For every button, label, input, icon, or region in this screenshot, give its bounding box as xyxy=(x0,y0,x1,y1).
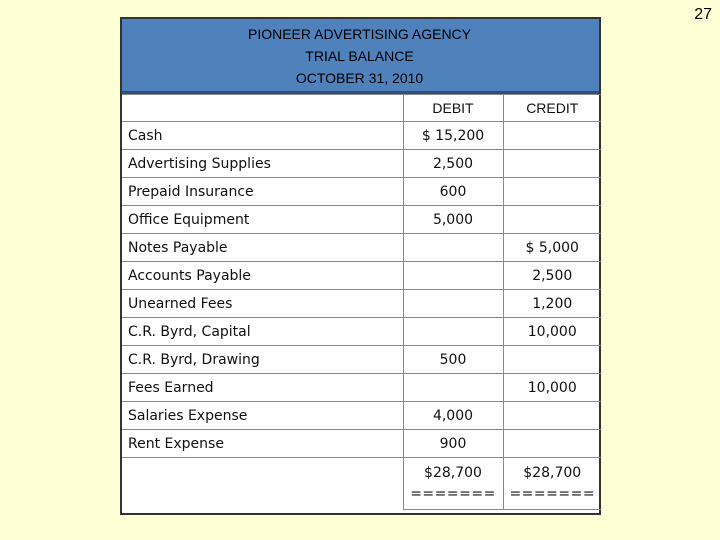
table-row xyxy=(122,234,601,262)
credit-amount: 10,000 xyxy=(503,374,601,402)
account-name: C.R. Byrd, Drawing xyxy=(122,346,403,374)
account-column-header xyxy=(122,95,403,122)
account-name: Rent Expense xyxy=(122,430,403,458)
debit-amount: $ 15,200 xyxy=(403,122,503,150)
table-row xyxy=(122,290,601,318)
account-name: Accounts Payable xyxy=(122,262,403,290)
account-name: Office Equipment xyxy=(122,206,403,234)
credit-amount xyxy=(503,206,601,234)
debit-amount: 600 xyxy=(403,178,503,206)
credit-amount xyxy=(503,150,601,178)
account-name: Advertising Supplies xyxy=(122,150,403,178)
credit-amount xyxy=(503,402,601,430)
credit-amount: 2,500 xyxy=(503,262,601,290)
table-row xyxy=(122,206,601,234)
totals-label-cell xyxy=(122,458,403,510)
account-name: Unearned Fees xyxy=(122,290,403,318)
table-row xyxy=(122,318,601,346)
credit-amount: 10,000 xyxy=(503,318,601,346)
trial-balance-sheet xyxy=(120,17,601,515)
debit-double-underline: ======= xyxy=(410,486,496,502)
credit-total-cell xyxy=(503,458,601,510)
debit-amount: 900 xyxy=(403,430,503,458)
account-name: C.R. Byrd, Capital xyxy=(122,318,403,346)
table-row xyxy=(122,122,601,150)
credit-amount xyxy=(503,346,601,374)
credit-amount xyxy=(503,122,601,150)
debit-amount xyxy=(403,374,503,402)
credit-column-header: CREDIT xyxy=(503,95,601,122)
page-number: 27 xyxy=(694,6,712,23)
debit-amount: 5,000 xyxy=(403,206,503,234)
credit-double-underline: ======= xyxy=(509,486,596,502)
debit-amount xyxy=(403,262,503,290)
credit-amount xyxy=(503,178,601,206)
account-name: Prepaid Insurance xyxy=(122,178,403,206)
credit-total: $28,700 xyxy=(523,465,582,481)
table-row xyxy=(122,178,601,206)
table-row xyxy=(122,262,601,290)
statement-date: OCTOBER 31, 2010 xyxy=(295,70,424,86)
table-row xyxy=(122,430,601,458)
debit-total-cell xyxy=(403,458,503,510)
table-row xyxy=(122,346,601,374)
debit-amount: 4,000 xyxy=(403,402,503,430)
account-name: Cash xyxy=(122,122,403,150)
account-name: Fees Earned xyxy=(122,374,403,402)
debit-amount: 2,500 xyxy=(403,150,503,178)
account-name: Salaries Expense xyxy=(122,402,403,430)
account-name: Notes Payable xyxy=(122,234,403,262)
totals-row xyxy=(122,458,601,510)
debit-total: $28,700 xyxy=(424,465,482,481)
statement-title: TRIAL BALANCE xyxy=(305,48,414,64)
table-row xyxy=(122,374,601,402)
debit-column-header: DEBIT xyxy=(403,95,503,122)
credit-amount: $ 5,000 xyxy=(503,234,601,262)
credit-amount xyxy=(503,430,601,458)
trial-balance-header xyxy=(122,19,599,91)
debit-amount xyxy=(403,234,503,262)
table-row xyxy=(122,402,601,430)
debit-amount xyxy=(403,318,503,346)
company-name: PIONEER ADVERTISING AGENCY xyxy=(247,26,472,42)
table-row xyxy=(122,150,601,178)
debit-amount xyxy=(403,290,503,318)
debit-amount: 500 xyxy=(403,346,503,374)
column-header-row xyxy=(122,95,601,122)
trial-balance-table xyxy=(122,94,601,510)
credit-amount: 1,200 xyxy=(503,290,601,318)
